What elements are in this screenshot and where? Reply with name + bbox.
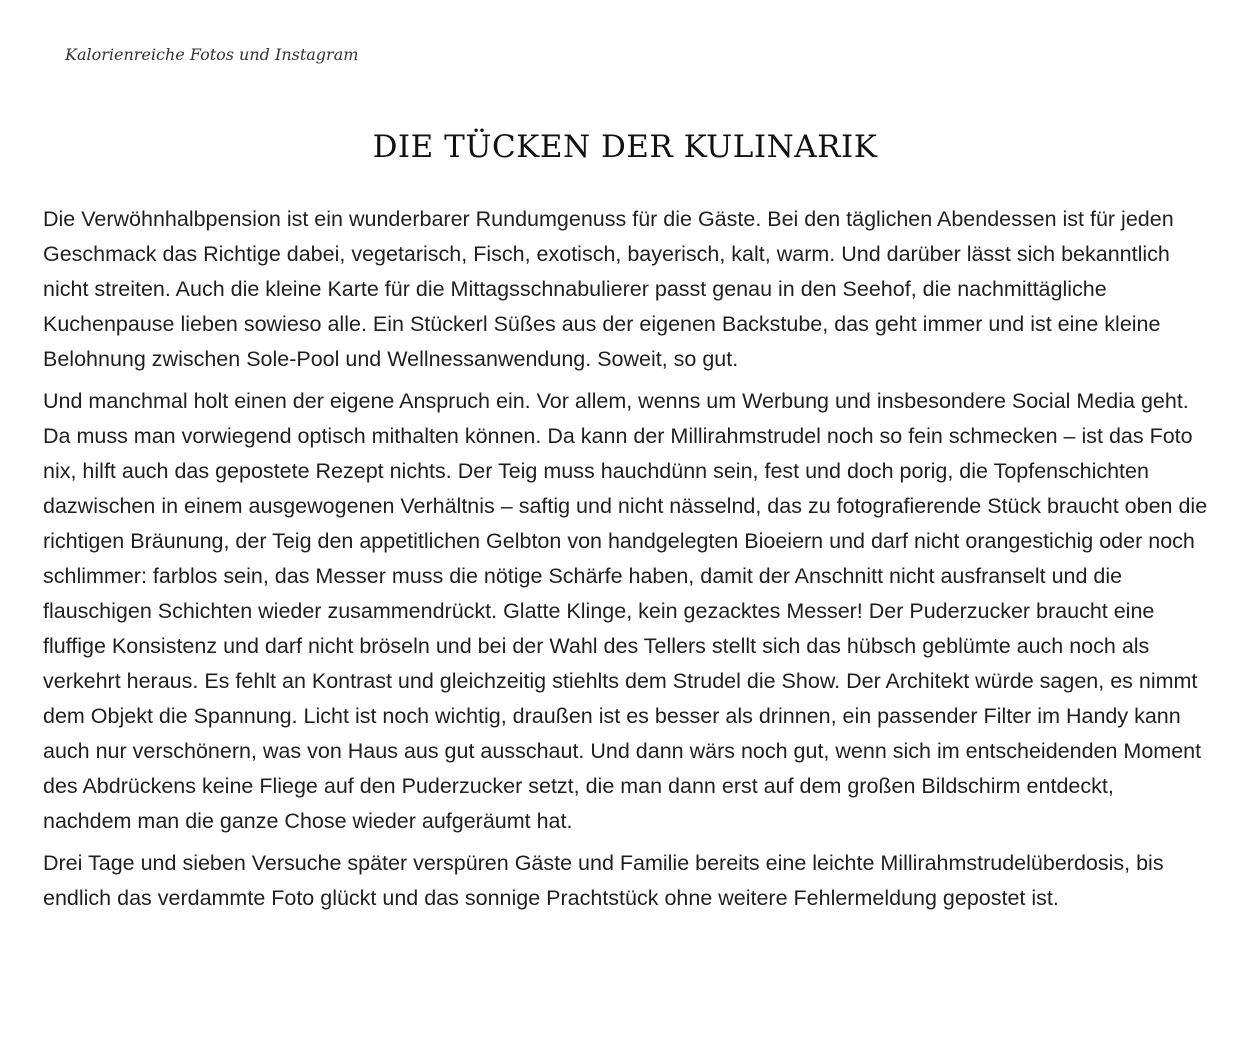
article-paragraph: Die Verwöhnhalbpension ist ein wunderbarer Rundumgenuss für die Gäste. Bei den täglichen Abendessen ist für jeden Geschmack das Richtige dabei, vegetarisch, Fisch, exotisch, bayerisch, kalt, warm. Und darüber lässt sich bekanntlich nicht streiten. Auch die kleine Karte für die Mittagsschnabulierer passt genau in den Seehof, die nachmittägliche Kuchenpause lieben sowieso alle. Ein Stückerl Süßes aus der eigenen Backstube, das geht immer und ist eine kleine Belohnung zwischen Sole-Pool und Wellnessanwendung. Soweit, so gut. <box>43 207 1174 371</box>
article-paragraph: Und manchmal holt einen der eigene Anspruch ein. Vor allem, wenns um Werbung und insbesondere Social Media geht. Da muss man vorwiegend optisch mithalten können. Da kann der Millirahmstrudel noch so fein schmecken – ist das Foto nix, hilft auch das gepostete Rezept nichts. Der Teig muss hauchdünn sein, fest und doch porig, die Topfenschichten dazwischen in einem ausgewogenen Verhältnis – saftig und nicht nässelnd, das zu fotografierende Stück braucht oben die richtigen Bräunung, der Teig den appetitlichen Gelbton von handgelegten Bioeiern und darf nicht orangestichig oder noch schlimmer: farblos sein, das Messer muss die nötige Schärfe haben, damit der Anschnitt nicht ausfranselt und die flauschigen Schichten wieder zusammendrückt. Glatte Klinge, kein gezacktes Messer! Der Puderzucker braucht eine fluffige Konsistenz und darf nicht bröseln und bei der Wahl des Tellers stellt sich das hübsch geblümte auch noch als verkehrt heraus. Es fehlt an Kontrast und gleichzeitig stiehlts dem Strudel die Show. Der Architekt würde sagen, es nimmt dem Objekt die Spannung. Licht ist noch wichtig, draußen ist es besser als drinnen, ein passender Filter im Handy kann auch nur verschönern, was von Haus aus gut ausschaut. Und dann wärs noch gut, wenn sich im entscheidenden Moment des Abdrückens keine Fliege auf den Puderzucker setzt, die man dann erst auf dem großen Bildschirm entdeckt, nachdem man die ganze Chose wieder aufgeräumt hat. <box>43 389 1208 833</box>
article-title: DIE TÜCKEN DER KULINARIK <box>372 129 878 165</box>
article-paragraph: Drei Tage und sieben Versuche später verspüren Gäste und Familie bereits eine leichte Millirahmstrudelüberdosis, bis endlich das verdammte Foto glückt und das sonnige Prachtstück ohne weitere Fehlermeldung gepostet ist. <box>43 851 1164 910</box>
article-body <box>43 202 1208 923</box>
article-kicker: Kalorienreiche Fotos und Instagram <box>65 45 359 64</box>
